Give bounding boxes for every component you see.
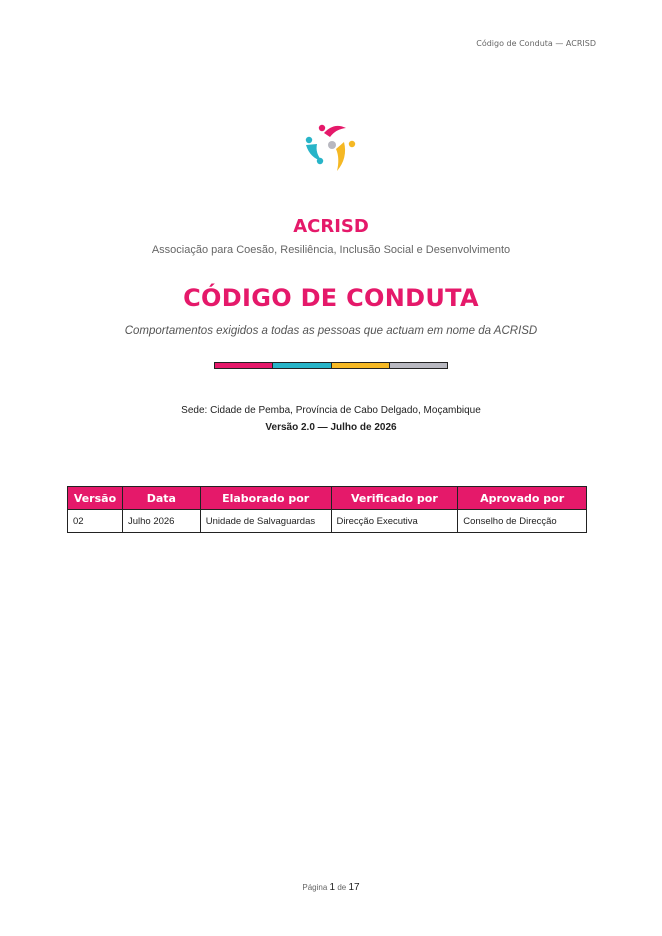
accent-segment-cyan	[273, 363, 331, 368]
of-label: de	[337, 883, 347, 892]
organisation-acronym: ACRISD	[293, 216, 369, 237]
total-pages: 17	[348, 882, 360, 893]
accent-color-bar	[214, 362, 448, 369]
cell-prepared-by: Unidade de Salvaguardas	[200, 510, 331, 533]
document-control-table	[67, 486, 587, 533]
header-verified-by: Verificado por	[331, 487, 458, 510]
cell-verified-by: Direcção Executiva	[331, 510, 458, 533]
accent-segment-yellow	[332, 363, 390, 368]
header-version: Versão	[68, 487, 123, 510]
page-label: Página	[302, 883, 328, 892]
cell-date: Julho 2026	[122, 510, 200, 533]
version-line: Versão 2.0 — Julho de 2026	[265, 422, 397, 433]
running-header: Código de Conduta — ACRISD	[476, 39, 596, 48]
organisation-full-name: Associação para Coesão, Resiliência, Inclusão Social e Desenvolvimento	[151, 244, 511, 256]
table-row	[68, 510, 587, 533]
current-page-number: 1	[329, 882, 336, 893]
acrisd-logo-svg	[300, 120, 362, 176]
acrisd-logo-icon	[300, 120, 362, 176]
document-subtitle: Comportamentos exigidos a todas as pessoas que actuam em nome da ACRISD	[124, 325, 538, 337]
document-title: CÓDIGO DE CONDUTA	[183, 284, 479, 312]
cell-approved-by: Conselho de Direcção	[458, 510, 587, 533]
header-prepared-by: Elaborado por	[200, 487, 331, 510]
page-footer	[0, 882, 662, 893]
cell-version: 02	[68, 510, 123, 533]
headquarters-location: Sede: Cidade de Pemba, Província de Cabo Delgado, Moçambique	[181, 405, 481, 416]
header-date: Data	[122, 487, 200, 510]
accent-segment-magenta	[215, 363, 273, 368]
header-approved-by: Aprovado por	[458, 487, 587, 510]
table-header-row	[68, 487, 587, 510]
accent-segment-grey	[390, 363, 447, 368]
